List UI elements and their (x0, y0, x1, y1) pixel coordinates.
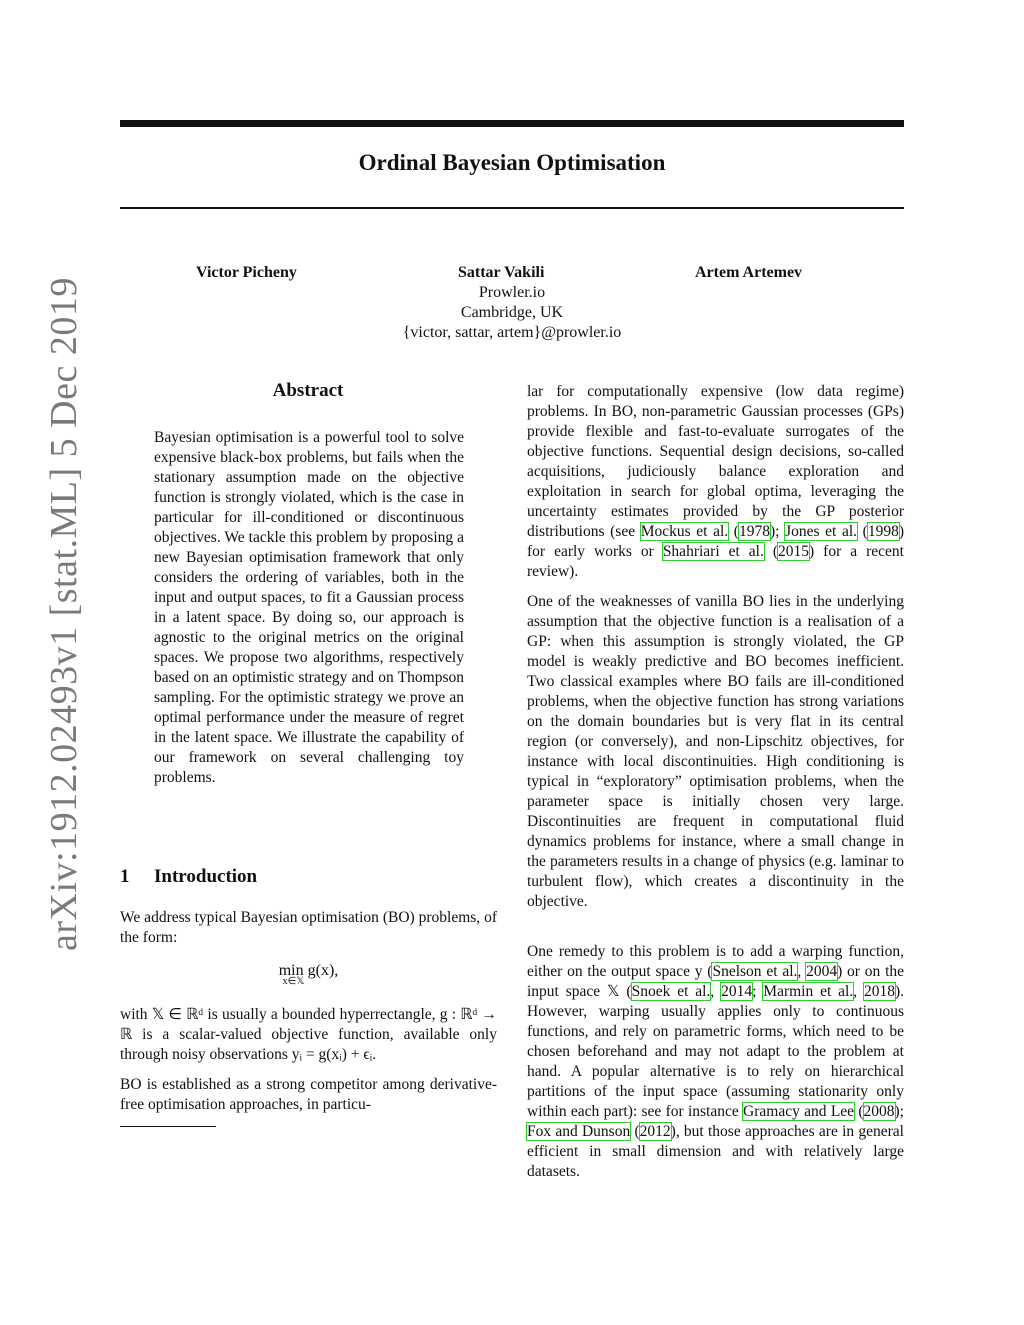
equation-subscript: x∈𝕏 (282, 976, 305, 987)
citation-snoek-year[interactable]: 2014 (721, 983, 753, 1000)
intro-paragraph-3: BO is established as a strong competitor among derivative-free optimisation approaches, in particu- (120, 1076, 497, 1113)
text-run: One remedy to this problem is to add a warping function, either on the output space y ( (527, 943, 904, 980)
citation-mockus-year[interactable]: 1978 (738, 523, 770, 540)
affiliation-city: Cambridge, UK (460, 304, 564, 321)
citation-jones-year[interactable]: 1998 (867, 523, 899, 540)
equation-main: min g(x), (278, 962, 339, 979)
right-paragraph-1: lar for computationally expensive (low data regime) problems. In BO, non-parametric Gaussian processes (GPs) provide flexible and fast-to-evaluate surrogates of the objective functions. Sequential design decisions, so-called acquisitions, judiciously balance exploration and exploitation in search for global optima, leveraging the uncertainty estimates provided by the GP posterior distributions (see Mockus et al. (1978); Jones et al. (1998) for early works or Shahriari et al. (2015) for a recent review). (527, 383, 904, 580)
text-run: , but those approaches are in general efficient in small dimension and with relatively large datasets. (527, 1123, 904, 1180)
citation-snelson-year[interactable]: 2004 (806, 963, 838, 980)
intro-paragraph-2: with 𝕏 ∈ ℝᵈ is usually a bounded hyperrectangle, g : ℝᵈ → ℝ is a scalar-valued objective function, available only through noisy observations yᵢ = g(xᵢ) + ϵᵢ. (120, 1006, 497, 1063)
arxiv-identifier: arXiv:1912.02493v1 [stat.ML] 5 Dec 2019 (43, 277, 85, 951)
abstract-heading: Abstract (272, 380, 344, 401)
citation-mockus[interactable]: Mockus et al. (640, 523, 729, 540)
text-run: ). However, warping usually applies only to continuous functions, and rely on parametric forms, which need to be chosen beforehand and may not adapt to the problem at hand. A popular alternative is to rely on hierarchical partitions of the input space (assuming stationarity only within each part): see for instance (527, 983, 905, 1120)
author-1: Victor Picheny (196, 264, 297, 281)
citation-fox-year[interactable]: 2012 (639, 1123, 671, 1140)
citation-shahriari-year[interactable]: 2015 (778, 543, 810, 560)
text-run: ) or on the input space 𝕏 ( (527, 963, 905, 1000)
section-number: 1 (120, 866, 130, 887)
intro-paragraph-1: We address typical Bayesian optimisation (BO) problems, of the form: (120, 909, 497, 946)
affiliation-emails: {victor, sattar, artem}@prowler.io (402, 324, 622, 341)
section-title: Introduction (154, 866, 258, 887)
citation-snoek[interactable]: Snoek et al. (631, 983, 711, 1000)
citation-shahriari[interactable]: Shahriari et al. (662, 543, 764, 560)
citation-fox[interactable]: Fox and Dunson (527, 1123, 631, 1140)
title-top-rule (120, 120, 904, 127)
citation-marmin-year[interactable]: 2018 (864, 983, 895, 1000)
citation-gramacy-year[interactable]: 2008 (863, 1103, 895, 1120)
text-run: lar for computationally expensive (low data regime) problems. In BO, non-parametric Gaussian processes (GPs) provide flexible and fast-to-evaluate surrogates of the objective functions. Sequential design decisions, so-called acquisitions, judiciously balance exploration and exploitation in search for global optima, leveraging the uncertainty estimates provided by the GP posterior distributions (see (527, 383, 904, 540)
paper-title: Ordinal Bayesian Optimisation (358, 150, 666, 175)
footnote-rule (120, 1126, 216, 1127)
citation-jones[interactable]: Jones et al. (785, 523, 858, 540)
author-2: Sattar Vakili (458, 264, 545, 281)
title-bottom-rule (120, 207, 904, 209)
abstract-text: Bayesian optimisation is a powerful tool to solve expensive black-box problems, but fails when the stationary assumption made on the objective function is strongly violated, which is the case in particular for ill-conditioned or discontinuous objectives. We tackle this problem by proposing a new Bayesian optimisation framework that only considers the ordering of variables, both in the input and output spaces, to fit a Gaussian process in a latent space. By doing so, our approach is agnostic to the original metrics on the original spaces. We propose two algorithms, respectively based on an optimistic strategy and on Thompson sampling. For the optimistic strategy we prove an optimal performance under the measure of regret in the latent space. We illustrate the capability of our framework on several challenging toy problems. (154, 429, 464, 786)
author-3: Artem Artemev (695, 264, 803, 281)
text-run: for a recent review). (527, 543, 904, 580)
citation-gramacy[interactable]: Gramacy and Lee (743, 1103, 855, 1120)
objective-equation (120, 962, 497, 987)
affiliation-org: Prowler.io (478, 284, 546, 301)
right-paragraph-2: One of the weaknesses of vanilla BO lies in the underlying assumption that the objective function is a realisation of a GP: when this assumption is strongly violated, the GP model is weakly predictive and BO becomes inefficient. Two classical examples where BO fails are ill-conditioned problems, when the objective function has strong variations on the domain boundaries but is very flat in its central region (or conversely), and non-Lipschitz objectives, for instance with local discontinuities. High conditioning is typical in “exploratory” optimisation problems, when the parameter space is initially chosen very large. Discontinuities are frequent in computational fluid dynamics problems for instance, where a small change in the parameters results in a change of physics (e.g. laminar to turbulent flow), which creates a discontinuity in the objective. (527, 593, 904, 910)
section-heading (120, 866, 257, 888)
citation-snelson[interactable]: Snelson et al. (712, 963, 798, 980)
citation-marmin[interactable]: Marmin et al. (763, 983, 854, 1000)
right-paragraph-3: One remedy to this problem is to add a warping function, either on the output space y (Snelson et al., 2004) or on the input space 𝕏 (Snoek et al., 2014; Marmin et al., 2018). However, warping usually applies only to continuous functions, and rely on parametric forms, which need to be chosen beforehand and may not adapt to the problem at hand. A popular alternative is to rely on hierarchical partitions of the input space (assuming stationarity only within each part): see for instance Gramacy and Lee (2008); Fox and Dunson (2012), but those approaches are in general efficient in small dimension and with relatively large datasets. (527, 943, 905, 1180)
text-run: for early works or (527, 543, 663, 560)
